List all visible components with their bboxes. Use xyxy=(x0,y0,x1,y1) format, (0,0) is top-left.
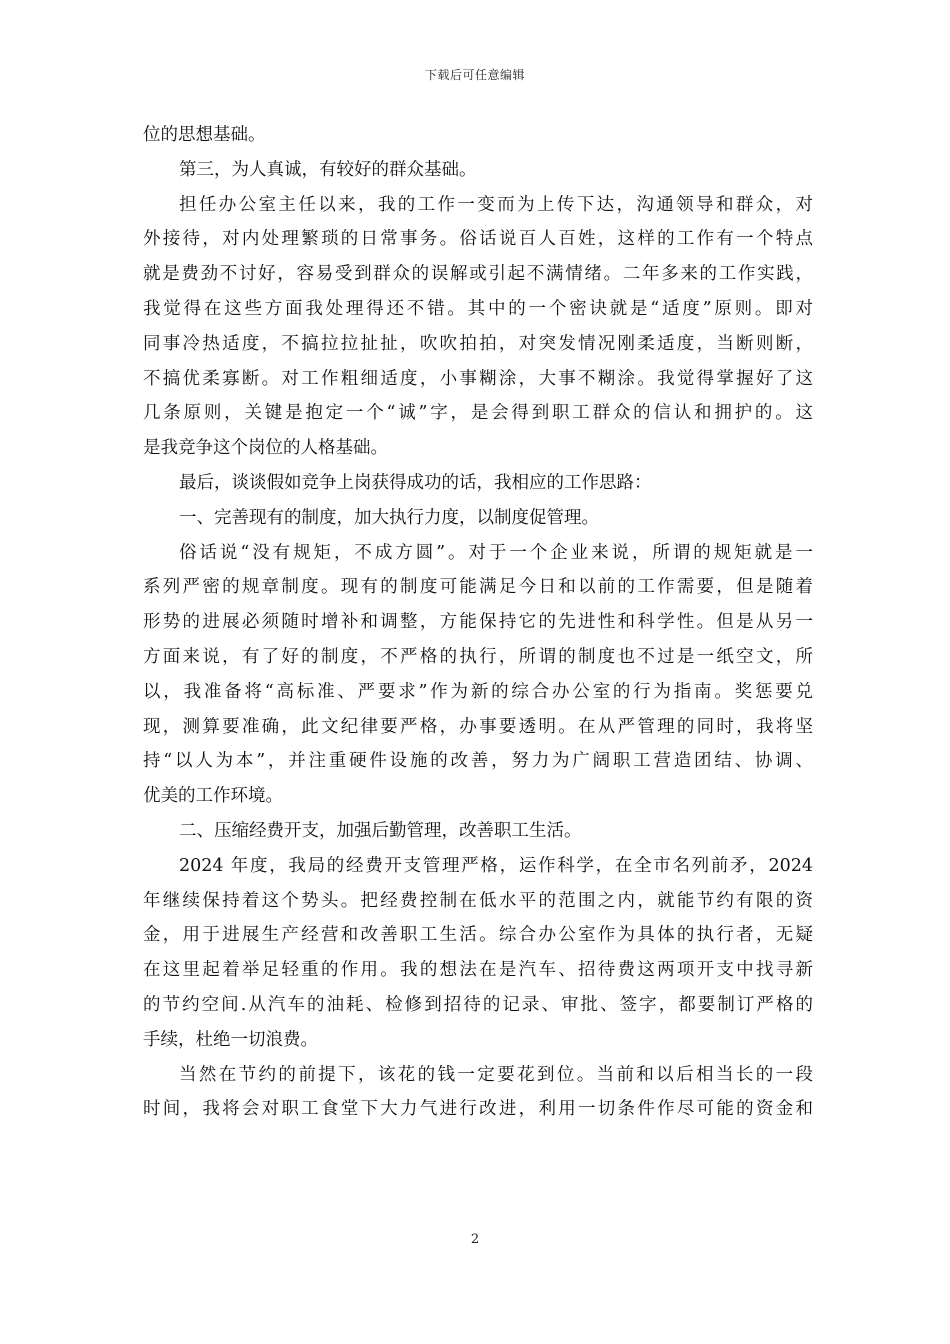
text-line: 年继续保持着这个势头。把经费控制在低水平的范围之内，就能节约有限的资 xyxy=(143,890,813,911)
text-line: 在这里起着举足轻重的作用。我的想法在是汽车、招待费这两项开支中找寻新 xyxy=(143,960,813,981)
text-line: 金，用于进展生产经营和改善职工生活。综合办公室作为具体的执行者，无疑 xyxy=(143,925,813,946)
text-line: 同事冷热适度，不搞拉拉扯扯，吹吹拍拍，对突发情况刚柔适度，当断则断， xyxy=(143,333,813,354)
text-line: 方面来说，有了好的制度，不严格的执行，所谓的制度也不过是一纸空文，所 xyxy=(143,646,813,667)
text-line: 是我竞争这个岗位的人格基础。 xyxy=(143,438,388,459)
text-line: 当然在节约的前提下，该花的钱一定要花到位。当前和以后相当长的一段 xyxy=(179,1064,813,1085)
document-body xyxy=(143,118,813,1127)
text-line: 形势的进展必须随时增补和调整，方能保持它的先进性和科学性。但是从另一 xyxy=(143,612,813,633)
text-line: 不搞优柔寡断。对工作粗细适度，小事糊涂，大事不糊涂。我觉得掌握好了这 xyxy=(143,368,813,389)
text-line: 担任办公室主任以来，我的工作一变而为上传下达，沟通领导和群众，对 xyxy=(179,194,813,215)
text-line: 一、完善现有的制度，加大执行力度，以制度促管理。 xyxy=(179,507,599,528)
text-line: 就是费劲不讨好，容易受到群众的误解或引起不满情绪。二年多来的工作实践， xyxy=(143,264,813,285)
text-line: 持“以人为本”，并注重硬件设施的改善，努力为广阔职工营造团结、协调、 xyxy=(143,751,813,772)
text-line: 外接待，对内处理繁琐的日常事务。俗话说百人百姓，这样的工作有一个特点 xyxy=(143,229,813,250)
text-line: 以，我准备将“高标准、严要求”作为新的综合办公室的行为指南。奖惩要兑 xyxy=(143,681,813,702)
text-line: 现，测算要准确，此文纪律要严格，办事要透明。在从严管理的同时，我将坚 xyxy=(143,716,813,737)
text-line: 2024 年度，我局的经费开支管理严格，运作科学，在全市名列前矛，2024 xyxy=(179,855,813,876)
text-line: 最后，谈谈假如竞争上岗获得成功的话，我相应的工作思路： xyxy=(179,472,652,493)
text-line: 优美的工作环境。 xyxy=(143,786,283,807)
text-line: 的节约空间.从汽车的油耗、检修到招待的记录、审批、签字，都要制订严格的 xyxy=(143,994,813,1015)
text-line: 第三，为人真诚，有较好的群众基础。 xyxy=(179,159,477,180)
page-number: 2 xyxy=(470,1232,480,1247)
text-line: 我觉得在这些方面我处理得还不错。其中的一个密诀就是“适度”原则。即对 xyxy=(143,298,814,319)
text-line: 系列严密的规章制度。现有的制度可能满足今日和以前的工作需要，但是随着 xyxy=(143,577,813,598)
text-line: 手续，杜绝一切浪费。 xyxy=(143,1029,318,1050)
text-line: 二、压缩经费开支，加强后勤管理，改善职工生活。 xyxy=(179,820,582,841)
text-line: 几条原则，关键是抱定一个“诚”字，是会得到职工群众的信认和拥护的。这 xyxy=(143,403,813,424)
text-line: 俗话说“没有规矩，不成方圆”。对于一个企业来说，所谓的规矩就是一 xyxy=(179,542,813,563)
text-line: 位的思想基础。 xyxy=(143,125,266,145)
page-header: 下载后可任意编辑 xyxy=(424,68,525,82)
text-line: 时间，我将会对职工食堂下大力气进行改进，利用一切条件作尽可能的资金和 xyxy=(143,1099,813,1120)
